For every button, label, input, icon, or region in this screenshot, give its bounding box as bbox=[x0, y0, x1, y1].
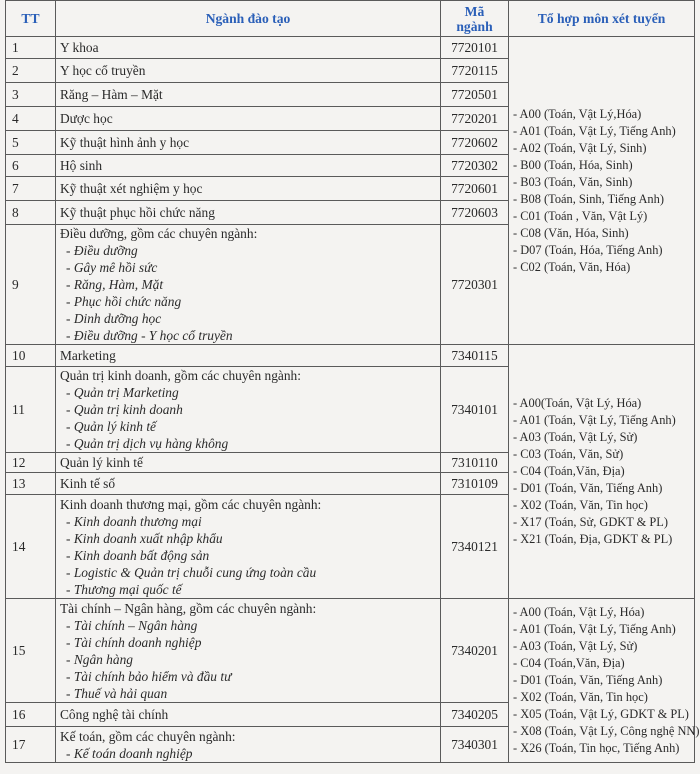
major-code: 7340201 bbox=[441, 599, 509, 703]
specialization-item: - Tài chính – Ngân hàng bbox=[60, 617, 436, 634]
major-cell bbox=[56, 83, 441, 107]
major-cell bbox=[56, 345, 441, 367]
row-number: 4 bbox=[6, 107, 56, 131]
major-name: Tài chính – Ngân hàng, gồm các chuyên ngành: bbox=[60, 600, 317, 616]
subject-combo-group bbox=[509, 37, 695, 345]
subject-combo-item: - A03 (Toán, Vật Lý, Sử) bbox=[513, 429, 690, 446]
subject-combo-item: - A01 (Toán, Vật Lý, Tiếng Anh) bbox=[513, 123, 690, 140]
specialization-item: - Phục hồi chức năng bbox=[60, 293, 436, 310]
subject-combo-item: - D01 (Toán, Văn, Tiếng Anh) bbox=[513, 672, 690, 689]
major-name: Kinh doanh thương mại, gồm các chuyên ngành: bbox=[60, 496, 322, 512]
row-number: 11 bbox=[6, 367, 56, 453]
specialization-item: - Dinh dưỡng học bbox=[60, 310, 436, 327]
row-number: 3 bbox=[6, 83, 56, 107]
header-major: Ngành đào tạo bbox=[56, 1, 441, 37]
major-name: Kế toán, gồm các chuyên ngành: bbox=[60, 728, 236, 744]
major-cell bbox=[56, 37, 441, 59]
row-number: 9 bbox=[6, 225, 56, 345]
row-number: 12 bbox=[6, 453, 56, 473]
subject-combo-item: - C03 (Toán, Văn, Sử) bbox=[513, 446, 690, 463]
specialization-item: - Quản trị dịch vụ hàng không bbox=[60, 435, 436, 452]
admission-table bbox=[5, 0, 700, 763]
subject-combo-item: - X08 (Toán, Vật Lý, Công nghệ NN) bbox=[513, 723, 690, 740]
subject-combo-item: - C08 (Văn, Hóa, Sinh) bbox=[513, 225, 690, 242]
major-code: 7720302 bbox=[441, 155, 509, 177]
major-code: 7340301 bbox=[441, 727, 509, 763]
row-number: 6 bbox=[6, 155, 56, 177]
subject-combo-item: - X05 (Toán, Vật Lý, GDKT & PL) bbox=[513, 706, 690, 723]
table-row bbox=[6, 599, 695, 703]
specialization-item: - Kinh doanh bất động sản bbox=[60, 547, 436, 564]
header-code: Mã ngành bbox=[441, 1, 509, 37]
major-code: 7340121 bbox=[441, 495, 509, 599]
subject-combo-item: - A01 (Toán, Vật Lý, Tiếng Anh) bbox=[513, 412, 690, 429]
major-cell bbox=[56, 473, 441, 495]
row-number: 1 bbox=[6, 37, 56, 59]
specialization-item: - Quản trị Marketing bbox=[60, 384, 436, 401]
specialization-item: - Kinh doanh xuất nhập khẩu bbox=[60, 530, 436, 547]
specialization-item: - Quản trị kinh doanh bbox=[60, 401, 436, 418]
subject-combo-item: - D07 (Toán, Hóa, Tiếng Anh) bbox=[513, 242, 690, 259]
row-number: 17 bbox=[6, 727, 56, 763]
major-code: 7720101 bbox=[441, 37, 509, 59]
table-row bbox=[6, 37, 695, 59]
row-number: 2 bbox=[6, 59, 56, 83]
table-row bbox=[6, 345, 695, 367]
major-cell bbox=[56, 599, 441, 703]
major-code: 7720201 bbox=[441, 107, 509, 131]
row-number: 7 bbox=[6, 177, 56, 201]
specialization-item: - Logistic & Quản trị chuỗi cung ứng toàn cầu bbox=[60, 564, 436, 581]
table-body bbox=[6, 37, 700, 763]
major-name: Y khoa bbox=[60, 40, 99, 55]
major-cell bbox=[56, 367, 441, 453]
subject-combo-item: - X26 (Toán, Tin học, Tiếng Anh) bbox=[513, 740, 690, 757]
specialization-item: - Tài chính doanh nghiệp bbox=[60, 634, 436, 651]
subject-combo-item: - A03 (Toán, Vật Lý, Sử) bbox=[513, 638, 690, 655]
specialization-item: - Răng, Hàm, Mặt bbox=[60, 276, 436, 293]
subject-combo-item: - C02 (Toán, Văn, Hóa) bbox=[513, 259, 690, 276]
header-combos: Tổ hợp môn xét tuyển bbox=[509, 1, 695, 37]
specialization-item: - Điều dưỡng - Y học cổ truyền bbox=[60, 327, 436, 344]
subject-combo-item: - A02 (Toán, Vật Lý, Sinh) bbox=[513, 140, 690, 157]
row-number: 15 bbox=[6, 599, 56, 703]
major-cell bbox=[56, 225, 441, 345]
specialization-item: - Kế toán doanh nghiệp bbox=[60, 745, 436, 762]
major-cell bbox=[56, 177, 441, 201]
major-code: 7720601 bbox=[441, 177, 509, 201]
major-name: Marketing bbox=[60, 348, 116, 363]
major-cell bbox=[56, 131, 441, 155]
subject-combo-item: - B03 (Toán, Văn, Sinh) bbox=[513, 174, 690, 191]
subject-combo-group bbox=[509, 345, 695, 599]
subject-combo-group bbox=[509, 599, 700, 763]
subject-combo-item: - X21 (Toán, Địa, GDKT & PL) bbox=[513, 531, 690, 548]
specialization-item: - Thương mại quốc tế bbox=[60, 581, 436, 598]
specialization-item: - Quản lý kinh tế bbox=[60, 418, 436, 435]
major-name: Điều dưỡng, gồm các chuyên ngành: bbox=[60, 226, 258, 241]
subject-combo-item: - B00 (Toán, Hóa, Sinh) bbox=[513, 157, 690, 174]
major-code: 7720602 bbox=[441, 131, 509, 155]
specialization-item: - Kinh doanh thương mại bbox=[60, 513, 436, 530]
subject-combo-item: - X02 (Toán, Văn, Tin học) bbox=[513, 497, 690, 514]
table-header-row bbox=[6, 1, 695, 37]
specialization-item: - Ngân hàng bbox=[60, 651, 436, 668]
major-code: 7720603 bbox=[441, 201, 509, 225]
major-cell bbox=[56, 59, 441, 83]
major-name: Y học cổ truyền bbox=[60, 63, 146, 78]
row-number: 8 bbox=[6, 201, 56, 225]
major-cell bbox=[56, 155, 441, 177]
major-cell bbox=[56, 703, 441, 727]
subject-combo-item: - C01 (Toán , Văn, Vật Lý) bbox=[513, 208, 690, 225]
major-cell bbox=[56, 453, 441, 473]
subject-combo-item: - B08 (Toán, Sinh, Tiếng Anh) bbox=[513, 191, 690, 208]
major-name: Quản trị kinh doanh, gồm các chuyên ngành: bbox=[60, 368, 301, 383]
subject-combo-item: - C04 (Toán,Văn, Địa) bbox=[513, 655, 690, 672]
major-name: Kinh tế số bbox=[60, 476, 116, 491]
major-cell bbox=[56, 201, 441, 225]
major-name: Công nghệ tài chính bbox=[60, 707, 169, 722]
subject-combo-item: - A00 (Toán, Vật Lý, Hóa) bbox=[513, 604, 690, 621]
major-cell bbox=[56, 727, 441, 763]
subject-combo-item: - C04 (Toán,Văn, Địa) bbox=[513, 463, 690, 480]
subject-combo-item: - A00(Toán, Vật Lý, Hóa) bbox=[513, 395, 690, 412]
major-name: Dược học bbox=[60, 111, 113, 126]
major-name: Quản lý kinh tế bbox=[60, 455, 143, 470]
major-name: Kỹ thuật hình ảnh y học bbox=[60, 135, 190, 150]
major-code: 7720301 bbox=[441, 225, 509, 345]
row-number: 10 bbox=[6, 345, 56, 367]
specialization-item: - Tài chính bảo hiểm và đầu tư bbox=[60, 668, 436, 685]
row-number: 5 bbox=[6, 131, 56, 155]
specialization-item: - Gây mê hồi sức bbox=[60, 259, 436, 276]
subject-combo-item: - A00 (Toán, Vật Lý,Hóa) bbox=[513, 106, 690, 123]
row-number: 13 bbox=[6, 473, 56, 495]
major-code: 7340101 bbox=[441, 367, 509, 453]
major-code: 7720501 bbox=[441, 83, 509, 107]
specialization-item: - Điều dưỡng bbox=[60, 242, 436, 259]
major-code: 7310110 bbox=[441, 453, 509, 473]
major-name: Hộ sinh bbox=[60, 158, 103, 173]
header-tt: TT bbox=[6, 1, 56, 37]
major-name: Kỹ thuật phục hồi chức năng bbox=[60, 205, 215, 220]
subject-combo-item: - X02 (Toán, Văn, Tin học) bbox=[513, 689, 690, 706]
subject-combo-item: - D01 (Toán, Văn, Tiếng Anh) bbox=[513, 480, 690, 497]
subject-combo-item: - A01 (Toán, Vật Lý, Tiếng Anh) bbox=[513, 621, 690, 638]
specialization-item: - Thuế và hải quan bbox=[60, 685, 436, 702]
row-number: 16 bbox=[6, 703, 56, 727]
subject-combo-item: - X17 (Toán, Sử, GDKT & PL) bbox=[513, 514, 690, 531]
major-code: 7340115 bbox=[441, 345, 509, 367]
row-number: 14 bbox=[6, 495, 56, 599]
major-code: 7720115 bbox=[441, 59, 509, 83]
major-name: Kỹ thuật xét nghiệm y học bbox=[60, 181, 203, 196]
major-code: 7340205 bbox=[441, 703, 509, 727]
major-cell bbox=[56, 107, 441, 131]
major-code: 7310109 bbox=[441, 473, 509, 495]
major-cell bbox=[56, 495, 441, 599]
major-name: Răng – Hàm – Mặt bbox=[60, 87, 163, 102]
